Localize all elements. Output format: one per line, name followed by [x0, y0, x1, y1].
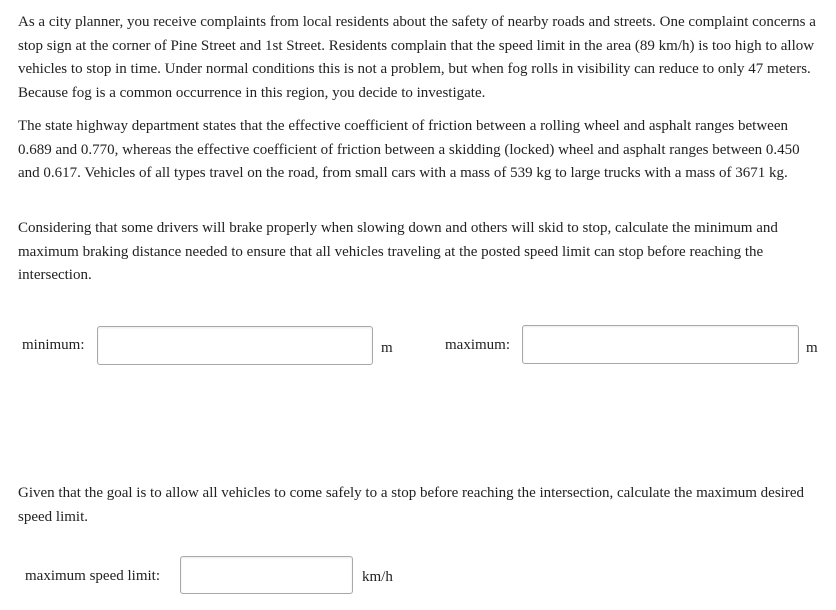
speed-limit-label: maximum speed limit:: [25, 568, 160, 584]
maximum-distance-input[interactable]: [522, 325, 799, 364]
problem-paragraph-speed-question: Given that the goal is to allow all vehicles to come safely to a stop before reaching the intersection, calculate the maximum desired speed limit.: [18, 485, 804, 525]
minimum-distance-input[interactable]: [97, 326, 373, 365]
maximum-unit: m: [806, 340, 818, 356]
speed-limit-input[interactable]: [180, 556, 353, 594]
problem-paragraph-intro: As a city planner, you receive complaints from local residents about the safety of nearby roads and streets. One complaint concerns a stop sign at the corner of Pine Street and 1st Street. Residents complain that the speed limit in the area (89 km/h) is too high to allow vehicles to stop in time. Under normal conditions this is not a problem, but when fog rolls in visibility can reduce to only 47 meters. Because fog is a common occurrence in this region, you decide to investigate.: [18, 14, 816, 101]
maximum-label: maximum:: [445, 337, 510, 353]
minimum-unit: m: [381, 340, 393, 356]
minimum-label: minimum:: [22, 337, 85, 353]
problem-paragraph-friction: The state highway department states that the effective coefficient of friction between a rolling wheel and asphalt ranges between 0.689 and 0.770, whereas the effective coefficient of friction between a skidding (locked) wheel and asphalt ranges between 0.450 and 0.617. Vehicles of all types travel on the road, from small cars with a mass of 539 kg to large trucks with a mass of 3671 kg.: [18, 118, 800, 181]
problem-paragraph-braking-question: Considering that some drivers will brake properly when slowing down and others will skid to stop, calculate the minimum and maximum braking distance needed to ensure that all vehicles traveling at the posted speed limit can stop before reaching the intersection.: [18, 220, 778, 283]
speed-limit-unit: km/h: [362, 569, 393, 585]
